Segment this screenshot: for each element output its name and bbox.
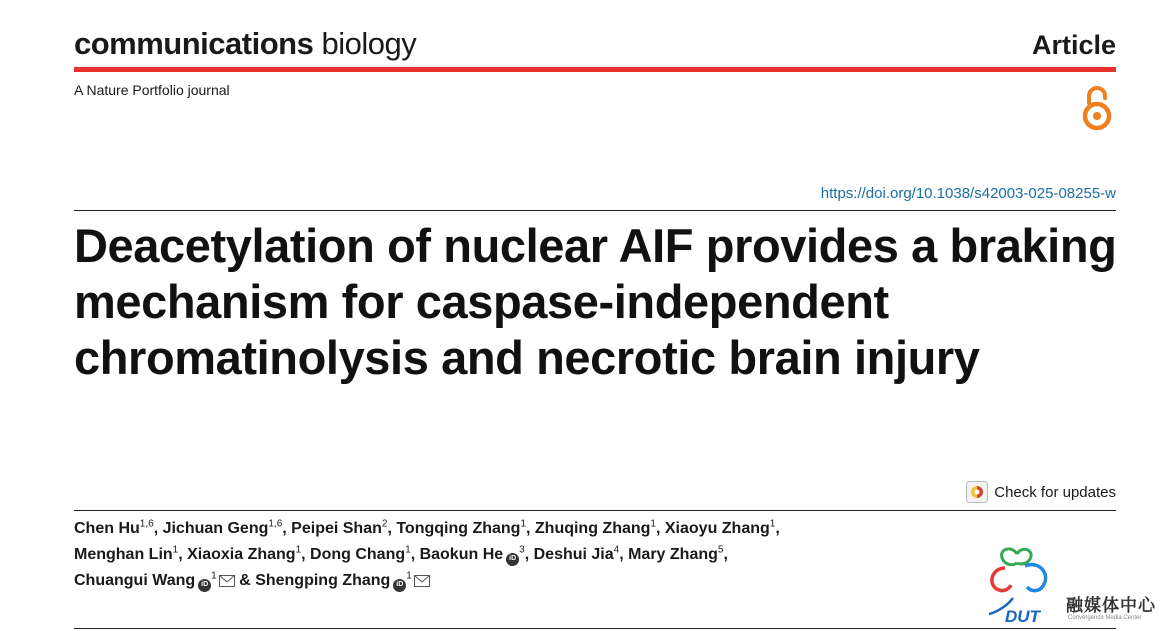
doi-link[interactable]: https://doi.org/10.1038/s42003-025-08255-w xyxy=(820,185,1116,202)
check-for-updates-icon xyxy=(966,481,988,503)
author-name[interactable]: Deshui Jia$^4$, xyxy=(533,544,629,563)
watermark-sub: Convergence Media Center xyxy=(1068,615,1142,621)
author-name[interactable]: Chen Hu$^{1,6}$, xyxy=(74,518,163,537)
article-title: Deacetylation of nuclear AIF provides a braking mechanism for caspase-independent chromatinolysis and necrotic brain injury xyxy=(74,219,1117,384)
author-name[interactable]: Xiaoyu Zhang$^1$, xyxy=(664,518,780,537)
author-name[interactable]: Shengping Zhang $iD^1$ xyxy=(255,572,430,589)
header-accent-bar xyxy=(74,67,1116,72)
title-divider xyxy=(74,210,1116,211)
orcid-icon[interactable]: iD xyxy=(506,553,519,566)
orcid-icon[interactable]: iD xyxy=(393,579,406,592)
svg-text:DUT: DUT xyxy=(1005,607,1040,625)
author-name[interactable]: Peipei Shan$^2$, xyxy=(291,518,397,537)
journal-name-bold: communications xyxy=(74,26,314,61)
check-for-updates-label: Check for updates xyxy=(994,483,1116,501)
bottom-divider xyxy=(74,628,1116,629)
author-name[interactable]: Jichuan Geng$^{1,6}$, xyxy=(162,518,292,537)
check-for-updates-button[interactable] xyxy=(966,481,1116,503)
email-icon[interactable] xyxy=(414,570,430,596)
email-icon[interactable] xyxy=(219,570,235,596)
orcid-icon[interactable]: iD xyxy=(198,579,211,592)
authors-divider xyxy=(74,510,1116,511)
dut-logo-icon xyxy=(985,540,1060,630)
journal-name xyxy=(74,26,416,62)
author-name[interactable]: Mary Zhang$^5$, xyxy=(628,544,728,563)
author-name[interactable]: Xiaoxia Zhang$^1$, xyxy=(187,544,311,563)
journal-name-light: biology xyxy=(321,26,417,61)
author-name[interactable]: Chuangui Wang $iD^1$ & xyxy=(74,572,255,589)
portfolio-label: A Nature Portfolio journal xyxy=(74,82,230,98)
author-name[interactable]: Zhuqing Zhang$^1$, xyxy=(534,518,665,537)
author-name[interactable]: Tongqing Zhang$^1$, xyxy=(396,518,535,537)
author-name[interactable]: Dong Chang$^1$, xyxy=(310,544,420,563)
article-type-label: Article xyxy=(1031,30,1116,60)
author-list xyxy=(74,516,894,596)
watermark-label: 融媒体中心 xyxy=(1066,596,1156,615)
author-name[interactable]: Menghan Lin$^1$, xyxy=(74,544,188,563)
open-access-icon xyxy=(1080,83,1114,138)
author-name[interactable]: Baokun He $iD^3$, xyxy=(420,546,534,563)
